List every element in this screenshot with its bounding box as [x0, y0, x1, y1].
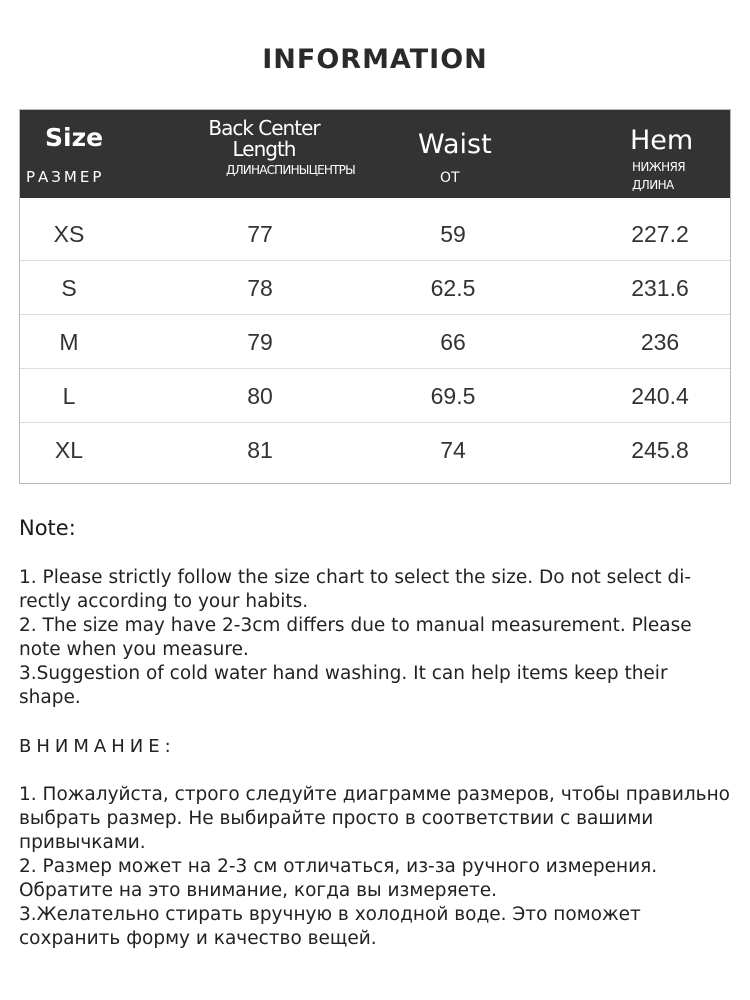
- page-title: INFORMATION: [262, 44, 488, 75]
- waist-cell: 62.5: [430, 275, 476, 301]
- note-list: [19, 566, 731, 710]
- note-line: note when you measure.: [19, 639, 249, 660]
- table-row: [20, 423, 730, 477]
- header-size-label: Size: [45, 123, 104, 152]
- note-title: Note:: [19, 516, 76, 540]
- size-cell: S: [61, 275, 77, 301]
- table-row: [20, 369, 730, 423]
- russian-note-list: [19, 783, 731, 951]
- size-cell: XL: [54, 437, 84, 463]
- table-row: [20, 261, 730, 315]
- header-hem-label: Hem: [630, 125, 694, 156]
- header-back-center-length-label: Back Center Length: [208, 116, 320, 161]
- note-line: 3.Suggestion of cold water hand washing. It can help items keep their: [19, 663, 668, 684]
- size-cell: M: [59, 329, 79, 355]
- table-row: [20, 207, 730, 261]
- back-center-length-cell: 81: [247, 437, 273, 463]
- size-table: [19, 109, 731, 484]
- hem-cell: 245.8: [631, 437, 689, 463]
- russian-note-line: сохранить форму и качество вещей.: [19, 928, 377, 949]
- size-cell: XS: [53, 221, 85, 247]
- russian-note-line: 3.Желательно стирать вручную в холодной воде. Это поможет: [19, 904, 641, 925]
- header-hem-sublabel: НИЖНЯЯ ДЛИНА: [632, 160, 686, 192]
- hem-cell: 227.2: [631, 221, 689, 247]
- waist-cell: 59: [440, 221, 466, 247]
- russian-note-line: выбрать размер. Не выбирайте просто в соответствии с вашими: [19, 808, 654, 829]
- russian-note-line: 2. Размер может на 2-3 см отличаться, из-за ручного измерения.: [19, 856, 658, 877]
- table-row: [20, 315, 730, 369]
- hem-cell: 231.6: [631, 275, 689, 301]
- back-center-length-cell: 79: [247, 329, 273, 355]
- size-cell: L: [62, 383, 76, 409]
- note-line: 2. The size may have 2-3cm differs due to manual measurement. Please: [19, 615, 692, 636]
- waist-cell: 74: [440, 437, 466, 463]
- hem-cell: 240.4: [631, 383, 689, 409]
- waist-cell: 66: [440, 329, 466, 355]
- note-line: shape.: [19, 687, 81, 708]
- back-center-length-cell: 80: [247, 383, 273, 409]
- header-waist-sublabel: ОТ: [440, 170, 460, 186]
- header-size-sublabel: РАЗМЕР: [26, 168, 105, 186]
- table-header: [20, 110, 730, 198]
- note-line: rectly according to your habits.: [19, 591, 309, 612]
- waist-cell: 69.5: [430, 383, 476, 409]
- back-center-length-cell: 78: [247, 275, 273, 301]
- russian-note-line: привычками.: [19, 832, 146, 853]
- back-center-length-cell: 77: [247, 221, 273, 247]
- header-waist-label: Waist: [418, 129, 492, 160]
- russian-note-line: Обратите на это внимание, когда вы измеряете.: [19, 880, 498, 901]
- russian-note-title: ВНИМАНИЕ:: [19, 736, 176, 757]
- header-back-center-length-sublabel: ДЛИНАСПИНЫЦЕНТРЫ: [226, 163, 355, 177]
- hem-cell: 236: [640, 329, 680, 355]
- note-line: 1. Please strictly follow the size chart to select the size. Do not select di-: [19, 567, 692, 588]
- russian-note-line: 1. Пожалуйста, строго следуйте диаграмме размеров, чтобы правильно: [19, 784, 730, 805]
